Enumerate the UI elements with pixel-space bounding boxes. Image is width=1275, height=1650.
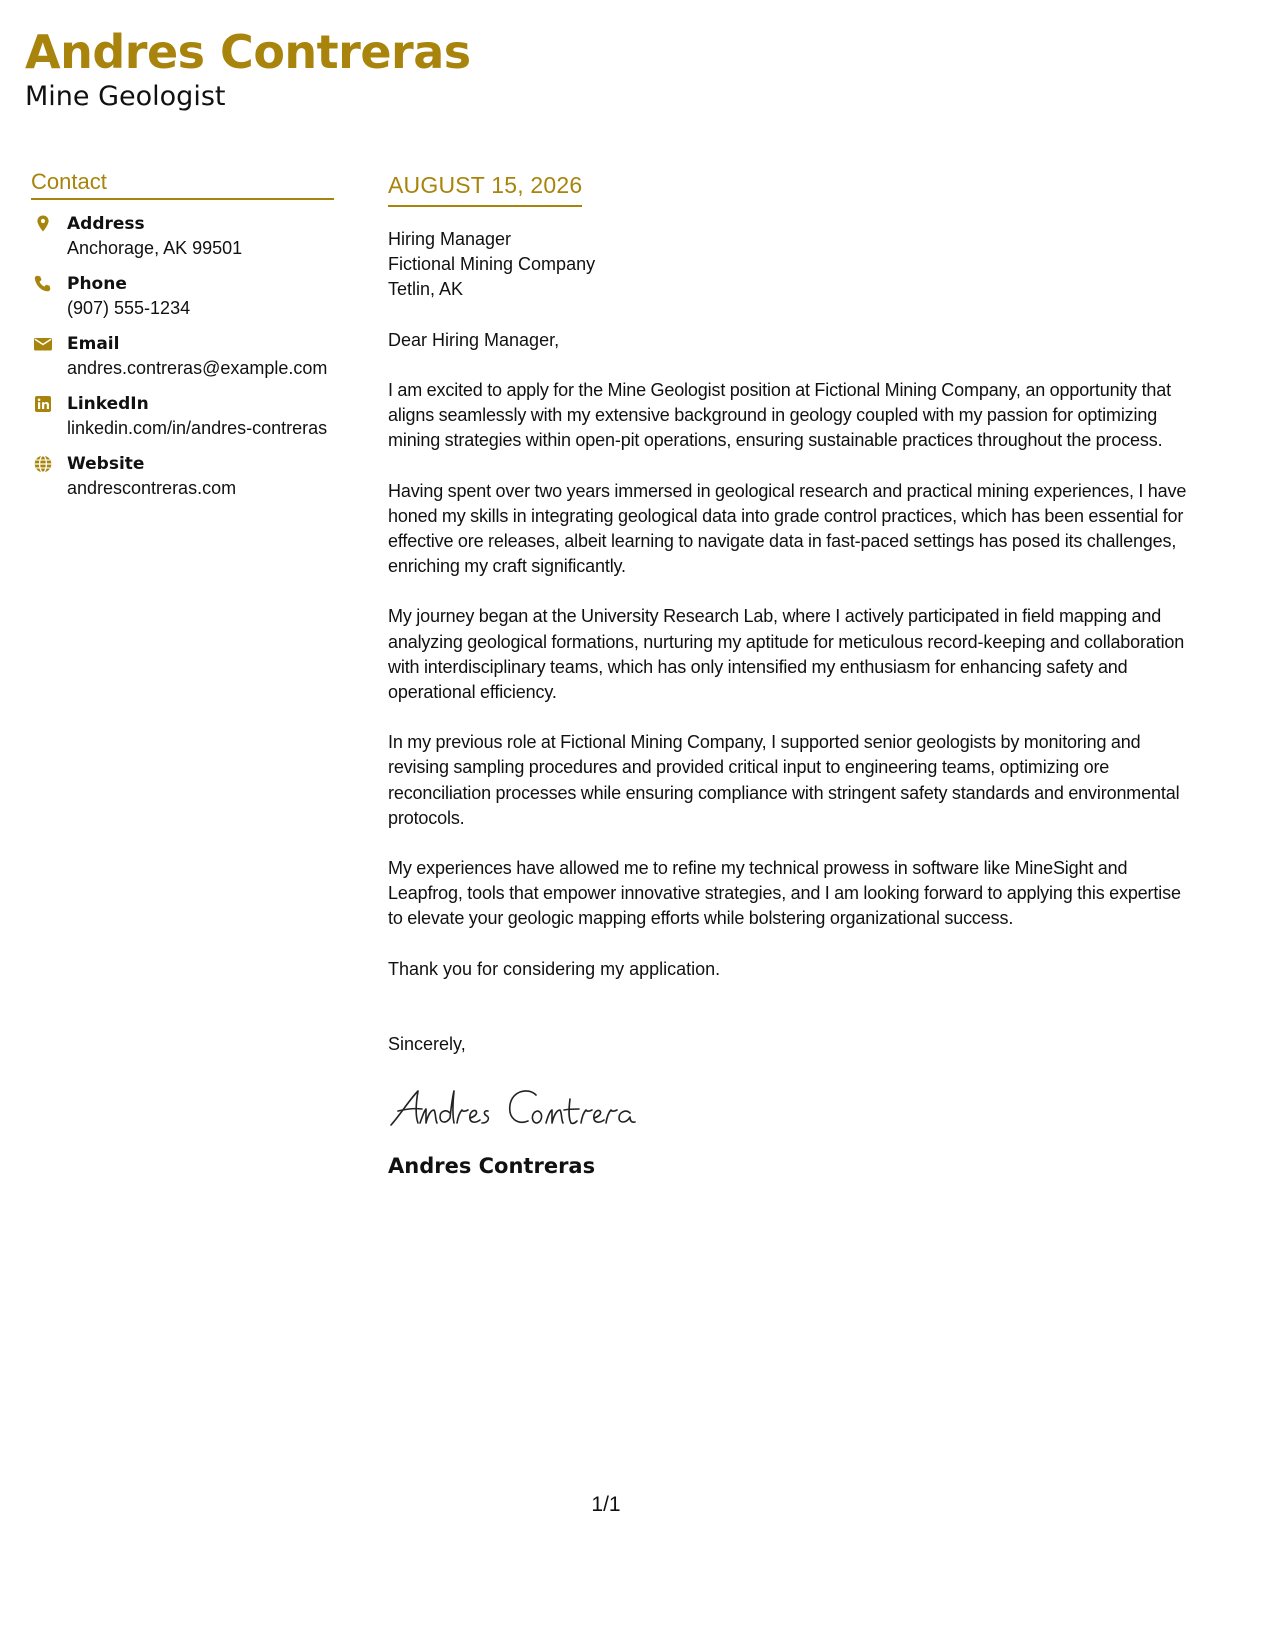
signer-name: Andres Contreras [388,1153,596,1178]
email-value[interactable]: andres.contreras@example.com [67,358,328,378]
contact-label: Phone [67,274,127,294]
contact-item-linkedin [31,392,334,452]
contact-item-address [31,212,334,272]
address-value: Anchorage, AK 99501 [67,238,243,258]
website-value[interactable]: andrescontreras.com [67,478,237,498]
contact-label: Address [67,214,145,234]
applicant-name: Andres Contreras [25,25,471,79]
linkedin-icon [33,394,53,414]
contact-item-phone [31,272,334,332]
globe-icon [33,454,53,474]
contact-label: Email [67,334,120,354]
phone-value: (907) 555-1234 [67,298,191,318]
letter-paragraph: Having spent over two years immersed in geological research and practical mining experiences, I have honed my skills in integrating geological data into grade control practices, which has been essential for effective ore releases, albeit learning to navigate data in fast-paced settings has posed its challenges, enriching my craft significantly. [388,480,1187,577]
map-pin-icon [33,214,53,234]
letter-paragraph: I am excited to apply for the Mine Geologist position at Fictional Mining Company, an opportunity that aligns seamlessly with my extensive background in geology coupled with my passion for optimizing mining strategies within open-pit operations, ensuring sustainable practices throughout the process. [388,380,1171,451]
contact-label: LinkedIn [67,394,149,414]
handwritten-signature [388,1085,648,1130]
contact-item-website [31,452,334,512]
contact-heading: Contact [31,168,334,200]
salutation: Dear Hiring Manager, [388,330,560,350]
contact-list [31,212,334,512]
envelope-icon [33,334,53,354]
recipient-block [388,227,1188,302]
letter-paragraph: In my previous role at Fictional Mining Company, I supported senior geologists by monitoring and revising sampling procedures and provided critical input to engineering teams, optimizing ore reconciliation processes while ensuring compliance with stringent safety standards and environmental protocols. [388,732,1180,828]
phone-icon [33,274,53,294]
contact-item-email [31,332,334,392]
linkedin-value[interactable]: linkedin.com/in/andres-contreras [67,418,328,438]
sign-off: Sincerely, [388,1033,466,1054]
letter-paragraph: My experiences have allowed me to refine my technical prowess in software like MineSight and Leapfrog, tools that empower innovative strategies, and I am looking forward to applying this expertise to elevate your geologic mapping efforts while bolstering organizational success. [388,858,1181,929]
closing-thanks: Thank you for considering my application. [388,958,721,979]
letter-date: AUGUST 15, 2026 [388,168,582,207]
job-title: Mine Geologist [25,81,226,112]
letter-body [388,168,1188,1180]
letter-paragraph: My journey began at the University Research Lab, where I actively participated in field mapping and analyzing geological formations, nurturing my aptitude for meticulous record-keeping and collaboration with interdisciplinary teams, which has only intensified my enthusiasm for enhancing safety and operational efficiency. [388,606,1185,703]
contact-sidebar [31,168,334,512]
page-number: 1/1 [591,1493,621,1516]
recipient-location: Tetlin, AK [388,279,464,299]
contact-label: Website [67,454,145,474]
recipient-title: Hiring Manager [388,229,512,249]
recipient-company: Fictional Mining Company [388,254,596,274]
